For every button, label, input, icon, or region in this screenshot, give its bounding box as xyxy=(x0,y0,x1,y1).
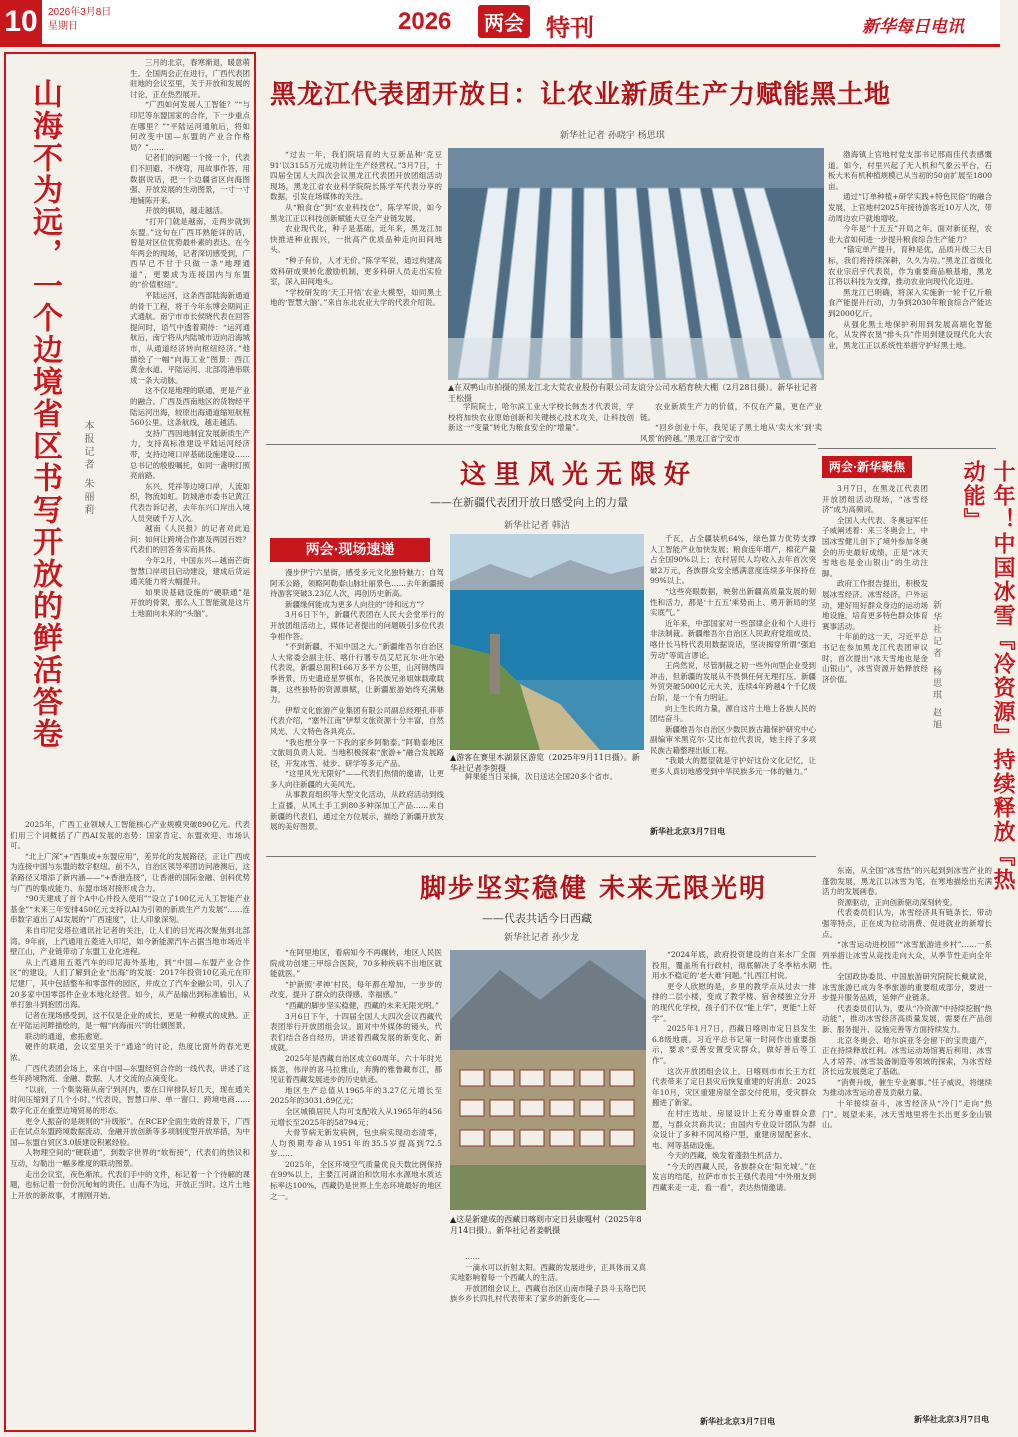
article1-col1 xyxy=(270,150,442,398)
paragraph: 开放的棋局，越走越活。 xyxy=(145,206,228,216)
paragraph: 这次开放团组会议上，日喀则市市长王方红代表带来了定日县灾后恢复重建的好消息：2025年10月，灾区重建房屋全部交付使用，受灾群众搬进了新家。 xyxy=(652,1066,816,1108)
paragraph: “这些亮眼数据，映射出新疆高质量发展的韧性和活力，都是‘十五五’乘势而上、勇开新局的坚实底气。” xyxy=(650,586,816,618)
right-column-col2 xyxy=(822,866,992,1426)
paragraph: 今年2月，中国东兴—越南芒街智慧口岸项目启动建设，建成后货运通关能力将大幅提升。 xyxy=(130,555,250,587)
article2-dateline: 新华社北京3月7日电 xyxy=(650,826,726,836)
article2-col2 xyxy=(450,772,644,838)
paragraph: “种子有价，人才无价。”陈学军说，通过构建高效科研成果转化激励机制，更多科研人员走出实验室，深入田间地头。 xyxy=(270,255,442,287)
paragraph: 三月的北京，春寒渐退，暖意萌生。全国两会正在进行，广西代表团驻地的会议室里，关于开放和发展的讨论，正在热烈展开。 xyxy=(130,58,250,99)
paragraph: 东南，从全国“冰雪热”的兴起到到冰雪产业的蓬勃发展，黑龙江以冰雪为笔，在寒地描绘出充满活力的发展画卷。 xyxy=(822,866,992,897)
paragraph: 开放团组会议上，西藏自治区山南市隆子县斗玉珞巴民族乡乡长四扎村代表带来了家乡的新变化—— xyxy=(450,1283,646,1304)
paragraph: “打开门就是越南，走两步就到东盟。”这句在广西耳熟能详的话，曾是对区位优势最朴素的表达。在今年两会的现场，记者深切感受到，广西早已不甘于只做一条“地理通道”，更要成为连接国内与东盟的“价值枢纽”。 xyxy=(130,216,250,290)
paragraph: 从上汽通用五菱汽车的印尼海外基地，到“中国—东盟产业合作区”的建设，人们了解到企业“出海”的发展：2017年投资10亿美元在印尼建厂，其中包括整车和零部件的园区，并成立了汽车金融公司，引入了20多家中国零部件企业本地化经营。如今，从产品输出到标准输出，从单打独斗到抱团出海。 xyxy=(10,957,250,1010)
lianghui-badge: 两会 xyxy=(478,5,530,38)
paragraph: 漫步伊宁六星街，感受多元文化独特魅力；自驾阿禾公路，领略阿勒泰山脉壮丽景色……去年新疆接待游客突破3.23亿人次，再创历史新高。 xyxy=(270,568,444,599)
paragraph: “冰雪运动进校园”“冰雪旅游进乡村”……一系列举措让冰雪从竞技走向大众，从季节性走向全年性。 xyxy=(822,940,992,971)
paragraph: “这里风光无限好”——代表们热情的邀请，让更多人向往新疆的大美风光。 xyxy=(270,769,444,789)
article1-photo-caption: ▲在双鸭山市拍摄的黑龙江北大荒农业股份有限公司友谊分公司水稻育秧大棚（2月28日摄）。新华社记者王松摄 xyxy=(448,383,818,403)
left-article-col1 xyxy=(130,58,250,818)
paragraph: 今天的西藏，焕发着蓬勃生机活力。 xyxy=(667,1151,787,1161)
article2-photo-caption: ▲游客在赛里木湖景区游览（2025年9月11日摄）。新华社记者李贺摄 xyxy=(450,753,640,773)
page-number: 10 xyxy=(0,0,42,44)
paragraph: 十年接续奋斗，冰雪经济从“冷门”走向“热门”。展望未来，冰天雪地里将生长出更多金山银山。 xyxy=(822,1099,992,1130)
paragraph: 人物理空间的“硬联通”，到数字世界的“软衔接”，代表们的热议和互动，勾勒出一幅多维度的联动图景。 xyxy=(10,1148,250,1168)
paragraph: “锚定单产提升，育种是优，品质升级三大目标，我们将持续深耕，久久为功。”黑龙江省级化农业宗启宇代表说，作为重要商品粮基地，黑龙江将以科技为支撑，推动农业向现代化迈进。 xyxy=(828,245,992,287)
paragraph: 从事教育组织等大型文化活动，从政府活动到线上直播，从风土手工到80多种深加工产品……来自新疆的代表们，通过全方位展示，描绘了新疆开放发展的美好图景。 xyxy=(270,790,444,832)
paragraph: 从“粮食仓”到“农业科技仓”，陈学军说，如今黑龙江正以科技创新赋能大豆全产业链发展。 xyxy=(270,202,442,223)
paragraph: 北京冬奥会、哈尔滨亚冬会留下的宝贵遗产，正在持续释放红利。冰雪运动场馆赛后利用、冰雪人才培养、冰雪装备制造等领域的探索，为冰雪经济长远发展奠定了基础。 xyxy=(822,1035,992,1077)
article3-col1 xyxy=(270,948,442,1428)
article3-photo-caption: ▲这是新建成的西藏日喀则市定日县康嘎村（2025年8月14日摄）。新华社记者姜帆摄 xyxy=(450,1215,642,1235)
paragraph: 渤海镇上官地村党支部书记邢雨佳代表感慨道。如今，村里兴起了无人机和气象云平台，石板大米有机种植规模已从当初的50亩扩展至1800亩。 xyxy=(828,150,992,191)
paragraph: 全区城镇居民人均可支配收入从1965年的456元增长至2025年的58794元； xyxy=(270,1106,442,1127)
paragraph: 十年前的这一天，习近平总书记在参加黑龙江代表团审议时，首次提出“冰天雪地也是金山银山”，冰雪资源开始释放经济价值。 xyxy=(822,632,928,684)
article1-col3 xyxy=(640,402,822,443)
paragraph: 资源驱动，正向创新驱动深刻转变。 xyxy=(837,897,957,907)
paragraph: “北上广深”+“西集成+东盟应用”，差异化的发展路径，正让广西成为连接中国与东盟的数字枢纽。前不久，自治区领导率团访问港澳后，这条路径又增添了新内涵——“+香港连接”，让香港的国际金融、创科优势与广西的集成能力、东盟市场对接形成合力。 xyxy=(10,851,250,893)
left-article-byline: 本报记者 朱丽莉 xyxy=(82,420,93,518)
paragraph: 2025年是西藏自治区成立60周年。六十年时光倏忽，伟岸的喜马拉雅山，奔腾的雅鲁藏布江，都见证着西藏发展进步的历史轨迹。 xyxy=(270,1053,442,1085)
paragraph: 地区生产总值从1965年的3.27亿元增长至2025年的3031.89亿元； xyxy=(270,1085,442,1106)
paragraph: “在阿里地区，看病知今不再辗转，地区人民医院成功创建三甲综合医院，70多种疾病不出地区就能就医。” xyxy=(270,948,442,979)
paragraph: 新疆维吾尔自治区少数民族古籍保护研究中心副编审米黑克尔·艾比布拉代表说，她主持了多项民族古籍整理出版工程。 xyxy=(650,724,816,755)
paragraph: 一滴水可以折射太阳。西藏的发展进步，正具体而又真实地影响着每一个西藏人的生活。 xyxy=(450,1262,646,1283)
paragraph: “广西如何发展人工智能？”“与印尼等东盟国家的合作，下一步重点在哪里？”“平陆运河通航后，将如何改变中国—东盟的产业合作格局？”…… xyxy=(130,100,250,152)
paragraph: 王尚然说，尽管制裁之初一些外向型企业受到冲击，但新疆的发展从不畏惧任何无理打压。新疆外贸突破5000亿元大关，连续4年跨越4个千亿级台阶，是一个有力明证。 xyxy=(650,661,816,702)
newspaper-brand: 新华每日电讯 xyxy=(862,17,964,37)
article3-title: 脚步坚实稳健 未来无限光明 xyxy=(420,874,768,904)
paragraph: “学校研发的‘天工开悟’农业大模型，如同黑土地的‘智慧大脑’。”来自东北农业大学的代表介绍说。 xyxy=(270,287,442,308)
paragraph: 学院院士，哈尔滨工业大学校长韩杰才代表说，学校将加快农业原始创新和关键核心技术攻关，让科技创新这一“变量”转化为粮食安全的“增量”。 xyxy=(448,402,634,433)
right-column-col1 xyxy=(822,484,928,864)
paragraph: “护新照‘孝神’村民，每年都在增加，一步步的改变，提升了群众的获得感、幸福感。” xyxy=(270,979,442,1000)
greenhouse-photo xyxy=(448,148,824,380)
article3-byline: 新华社记者 孙少龙 xyxy=(504,933,579,943)
paragraph: 政府工作报告提出，积极发展冰雪经济。冰雪经济，户外运动，建好用好群众身边的运动场地设施，培育更多特色群众体育赛事活动。 xyxy=(822,579,928,631)
article1-col4 xyxy=(828,150,992,442)
paragraph: “回乡创业十年，我见证了黑土地从‘卖大米’到‘卖风景’的跨越。”黑龙江省宁安市 xyxy=(640,423,822,443)
paragraph: 代表委员们认为，要从“冷资源”中持续挖掘“热动能”，推动冰雪经济高质量发展，需要在产品创新、服务提升、设施完善等方面持续发力。 xyxy=(822,1003,992,1034)
paragraph: “不到新疆，不知中国之大。”新疆维吾尔自治区人大常委会副主任、喀什行署专员艾尼瓦尔·吐尔逊代表说，新疆总面积166万多平方公里，山河锦绣四季皆景，历史遗迹星罗棋布，各民族兄弟姐妹载歌载舞，这些独特的资源禀赋，让新疆旅游始终充满魅力。 xyxy=(270,642,444,705)
paragraph: “90天建成了首个A中心并投入使用”“设立了100亿元人工智能产业基金”“未来三年安排450亿元支持以AI为引领的新质生产力发展”……连串数字道出了AI发展的“广西速度”，让人印象深刻。 xyxy=(10,894,250,925)
article2-col3 xyxy=(650,534,816,838)
article3-subtitle: ——代表共话今日西藏 xyxy=(482,912,592,925)
article1-byline: 新华社记者 孙晓宇 杨思琪 xyxy=(560,131,665,141)
paragraph: 伊犁文化旅游产业集团有限公司副总经理孔菲菲代表介绍，“塞外江南”伊犁文旅资源十分丰富，自然风光、人文特色各具亮点。 xyxy=(270,705,444,736)
paragraph: 广西代表团会场上，来自中国—东盟经贸合作的一线代表，讲述了这些年跨境物流、金融、数据、人才交流的点滴变化。 xyxy=(10,1063,250,1084)
paragraph: 更令人振奋的是规则的“升级版”。在RCEP全面生效的背景下，广西正在试点东盟跨境数据流动、金融开放创新等多项制度型开放举措，为中国—东盟自贸区3.0版建设积累经验。 xyxy=(10,1116,250,1147)
paragraph: 2025年1月7日，西藏日喀则市定日县发生6.8级地震。习近平总书记第一时间作出重要指示，要求“妥善安置受灾群众，做好善后等工作”。 xyxy=(652,1024,816,1065)
paragraph: 2025年，全区环境空气质量优良天数比例保持在99%以上，主要江河湖泊和饮用水水源地水质达标率达100%，西藏仍是世界上生态环境最好的地区之一。 xyxy=(270,1159,442,1201)
paragraph: 今年是“十五五”开局之年。面对新征程，农业大省如何进一步提升粮食综合生产能力？ xyxy=(828,224,992,244)
paragraph: 平陆运河，这条西部陆海新通道的骨干工程，将于今年东博会期间正式通航。南宁市市长侯晓代表在回答提问时，语气中透着期待：“运河通航后，南宁将从内陆城市迈向沿海城市，从通道经济转向枢纽经济。”他描绘了一幅“向海工业”图景：西江黄金水道、平陆运河、北部湾港串联成一条大动脉。 xyxy=(130,291,250,385)
paragraph: “过去一年，我们院培育的大豆新品种‘克豆91’以3155万元成功转让生产经营权。”3月7日，十四届全国人大四次会议黑龙江代表团开放团组活动现场，黑龙江省农业科学院院长陈学军代表分享的数据，引发在场媒体的关注。 xyxy=(270,150,442,202)
paragraph: “今天的西藏人民，各族群众在‘阳光城’。”在发言的结尾，拉萨市市长王强代表用“中外朋友到西藏来走一走、看一看”，表达热情邀请。 xyxy=(652,1161,816,1193)
section-divider xyxy=(266,856,816,857)
paragraph: “我最大的愿望就是守护好这份文化记忆，让更多人真切地感受到中华民族多元一体的魅力。” xyxy=(650,756,816,777)
paragraph: 在村庄选址、房屋设计上充分尊重群众意愿，与群众共商共议；由国内专业设计团队为群众设计了多种不同风格户型，重建房屋配套水、电、网等基础设施。 xyxy=(652,1108,816,1150)
paragraph: 3月6日下午，十四届全国人大四次会议西藏代表团举行开放团组会议。面对中外媒体的镜头，代表们结合各自经历，讲述着西藏发展的新变化、新成就。 xyxy=(270,1011,442,1053)
section-divider xyxy=(818,448,996,449)
header-rule xyxy=(0,44,1000,47)
paragraph: 农业新质生产力的价值，不仅在产量，更在产业链。 xyxy=(640,402,822,422)
paragraph: 向上生长的力量，源自这片土地上各族人民的团结奋斗。 xyxy=(650,703,816,724)
paragraph: 越南《人民报》的记者对此追问：如何让跨境合作惠及两国百姓？代表们的回答务实而具体。 xyxy=(130,524,250,555)
paragraph: 3月6日下午，新疆代表团在人民大会堂举行的开放团组活动上，媒体记者提出的问题吸引多位代表争相作答。 xyxy=(270,610,444,641)
header-year: 2026 xyxy=(398,8,452,35)
live-report-tag: 两会·现场速递 xyxy=(270,538,430,562)
paragraph: 从强化黑土地保护利用到发展高端化智能化，从发挥农垦“排头兵”作用到建设现代化大农业，黑龙江正以系统性举措守护好黑土地。 xyxy=(828,319,992,350)
left-article-col2 xyxy=(10,820,250,1430)
paragraph: 2025年，广西工业领域人工智能核心产业规模突破890亿元。代表们用三个词概括了广西AI发展的态势：国家肯定、东盟欢迎、市场认可。 xyxy=(10,820,250,851)
paragraph: “消费升级，催生专业赛事。”任子威说，将继续为推动冰雪运动普及贡献力量。 xyxy=(822,1077,992,1098)
paragraph: 千瓦，占全疆装机64%，绿色算力优势支撑人工智能产业加快发展；粮食连年增产，棉花产量占全国90%以上；农村居民人均收入去年首次突破2万元，各族群众安全感满意度连续多年保持在99%以上。 xyxy=(650,534,816,586)
left-article-title: 山海不为远，一个边境省区书写开放的鲜活答卷 xyxy=(27,78,62,750)
paragraph: 记者们的问题一个接一个，代表们不回避、不绕弯，用故事作答，用数据说话，把一个边疆省区向海图强、开放发展的生动图景，一寸一寸地铺陈开来。 xyxy=(130,153,250,205)
paragraph: 如果说基础设施的“硬联通”是开放的骨架，那么人工智能就是这片土地面向未来的“头脑”。 xyxy=(130,587,250,618)
paragraph: 代表委员们认为，冰雪经济具有链条长、带动强等特点，正在成为拉动消费、促进就业的新增长点。 xyxy=(822,908,992,939)
article3-dateline: 新华社北京3月7日电 xyxy=(700,1416,776,1426)
special-issue-label: 特刊 xyxy=(546,15,594,42)
article1-title: 黑龙江代表团开放日：让农业新质生产力赋能黑土地 xyxy=(270,80,892,110)
right-column-title: 十年！中国冰雪『冷资源』持续释放『热动能』 xyxy=(960,460,1016,892)
paragraph: 来自印尼安塔拉通讯社记者的关注，让人们的目光再次聚焦到北部湾。9年前，上汽通用五菱进入印尼，如今新能源汽车占据当地市场近半壁江山，产业链带动了东盟工业化进程。 xyxy=(10,925,250,957)
paragraph: “我也想分享一下我的家乡阿勒泰。”阿勒泰地区文旅局负责人说。当地积极探索“旅游+”融合发展路径，开发冰雪、徒步、研学等多元产品。 xyxy=(270,737,444,768)
sayram-lake-photo xyxy=(450,534,644,750)
paragraph: 农业现代化，种子是基础。近年来，黑龙江加快推进种业振兴，一批高产优质品种走向田间地头。 xyxy=(270,224,442,255)
article3-col3 xyxy=(652,950,816,1428)
paragraph: 这不仅是地理的联通，更是产业的融合。广西及西南地区的货物经平陆运河出海，较原出海通道缩短航程560公里。这条航线，越走越活。 xyxy=(130,386,250,428)
kangga-village-photo xyxy=(450,950,646,1210)
paragraph: “西藏的脚步坚实稳健，西藏的未来无限光明。” xyxy=(285,1000,439,1010)
weekday-text: 星期日 xyxy=(48,21,78,32)
section-divider xyxy=(266,444,816,445)
issue-date xyxy=(48,6,111,34)
paragraph: 记者在现场感受到，这不仅是企业的成长，更是一种模式的成熟。正在平陆运河畔描绘的，是一幅“向海而兴”的壮阔图景。 xyxy=(10,1010,250,1031)
paragraph: “以前，一个集装箱从南宁到河内，要在口岸排队好几天，现在通关时间压缩到了几个小时。”代表说，智慧口岸、单一窗口、跨境电商……数字化正在重塑边境贸易的形态。 xyxy=(10,1084,250,1116)
paragraph: 大骨节病无新发病例，包虫病实现动态清零，人均预期寿命从1951年的35.5岁提高到72.5岁…… xyxy=(270,1128,442,1159)
paragraph: 联动的通道，愈拓愈宽。 xyxy=(25,1031,108,1041)
focus-tag: 两会·新华聚焦 xyxy=(822,456,912,478)
paragraph: 全国人大代表、冬奥冠军任子威阐述着：来三冬奥会上，中国冰雪健儿创下了境外参加冬奥会的历史最好成绩，正是“冰天雪地也是金山银山”的生动注脚。 xyxy=(822,515,928,578)
article2-title: 这里风光无限好 xyxy=(460,460,699,490)
paragraph: 更令人欣慰的是，乡里的教学点从过去一排排的二层小楼，变成了教学楼、宿舍楼独立分开的现代化学校，孩子们不仅“能上学”，更能“上好学”。 xyxy=(652,981,816,1023)
paragraph: 全国政协委员、中国旅游研究院院长戴斌说，冰雪旅游已成为冬季旅游的重要组成部分，要进一步提升服务品质，延伸产业链条。 xyxy=(822,971,992,1003)
paragraph: 新疆缘何能成为更多人向往的“诗和远方”？ xyxy=(285,599,428,609)
paragraph: …… xyxy=(465,1252,480,1261)
article2-subtitle: ——在新疆代表团开放日感受向上的力量 xyxy=(430,496,628,509)
paragraph: 鲜果能当日采摘，次日送达全国20多个省市。 xyxy=(465,772,618,781)
paragraph: 走出会议室，夜色渐浓。代表们手中的文件，标记着一个个待解的课题，也标记着一份份沉甸甸的责任。山海不为远，开放正当时。这片土地上开放的新故事，才刚刚开始。 xyxy=(10,1169,250,1200)
right-column-byline: 新华社记者 杨思琪 赵旭 xyxy=(931,600,941,732)
article2-col1 xyxy=(270,568,444,842)
paragraph: 黑龙江已明确，将深入实施新一轮千亿斤粮食产能提升行动，力争到2030年粮食综合产能达到2000亿斤。 xyxy=(828,287,992,318)
paragraph: “2024年底，政府投资建设的自来水厂全面投用，覆盖所有行政村，彻底解决了冬季枯水期用水不稳定的‘老大难’问题。”扎西江村说。 xyxy=(652,950,816,981)
paragraph: 通过“订单种植+研学实践+特色民俗”的融合发展，上官地村2025年接待游客近10万人次，带动周边农户就地增收。 xyxy=(828,192,992,223)
article3-col2 xyxy=(450,1252,646,1428)
paragraph: 硬件的联通，会议室里关于“通途”的讨论，热度比窗外的春光更浓。 xyxy=(10,1042,250,1063)
right-column-dateline: 新华社北京3月7日电 xyxy=(914,1414,990,1424)
paragraph: 支持广西因地制宜发展新质生产力，支持高标准建设平陆运河经济带，支持边境口岸基础设施建设……总书记的殷殷嘱托，如同一盏明灯照亮前路。 xyxy=(130,428,250,481)
paragraph: 东兴，凭祥等边境口岸，人流如织，物流如虹。防城港市委书记黄江代表告诉记者，去年东兴口岸出入境人员突破千万人次。 xyxy=(130,481,250,523)
article1-col2 xyxy=(448,402,634,440)
paragraph: 3月7日，在黑龙江代表团开放团组活动现场，“冰雪经济”成为高频词。 xyxy=(822,484,928,515)
paragraph: 近年来，中部国家对一些部律企业和个人进行非法制裁。新疆维吾尔自治区人民政府党组成员、喀什长马特代表用数据说话，坚决揭穿所谓“强迫劳动”等谎言谬论。 xyxy=(650,618,816,660)
article2-byline: 新华社记者 韩洁 xyxy=(504,521,570,531)
date-text: 2026年3月8日 xyxy=(48,7,112,18)
